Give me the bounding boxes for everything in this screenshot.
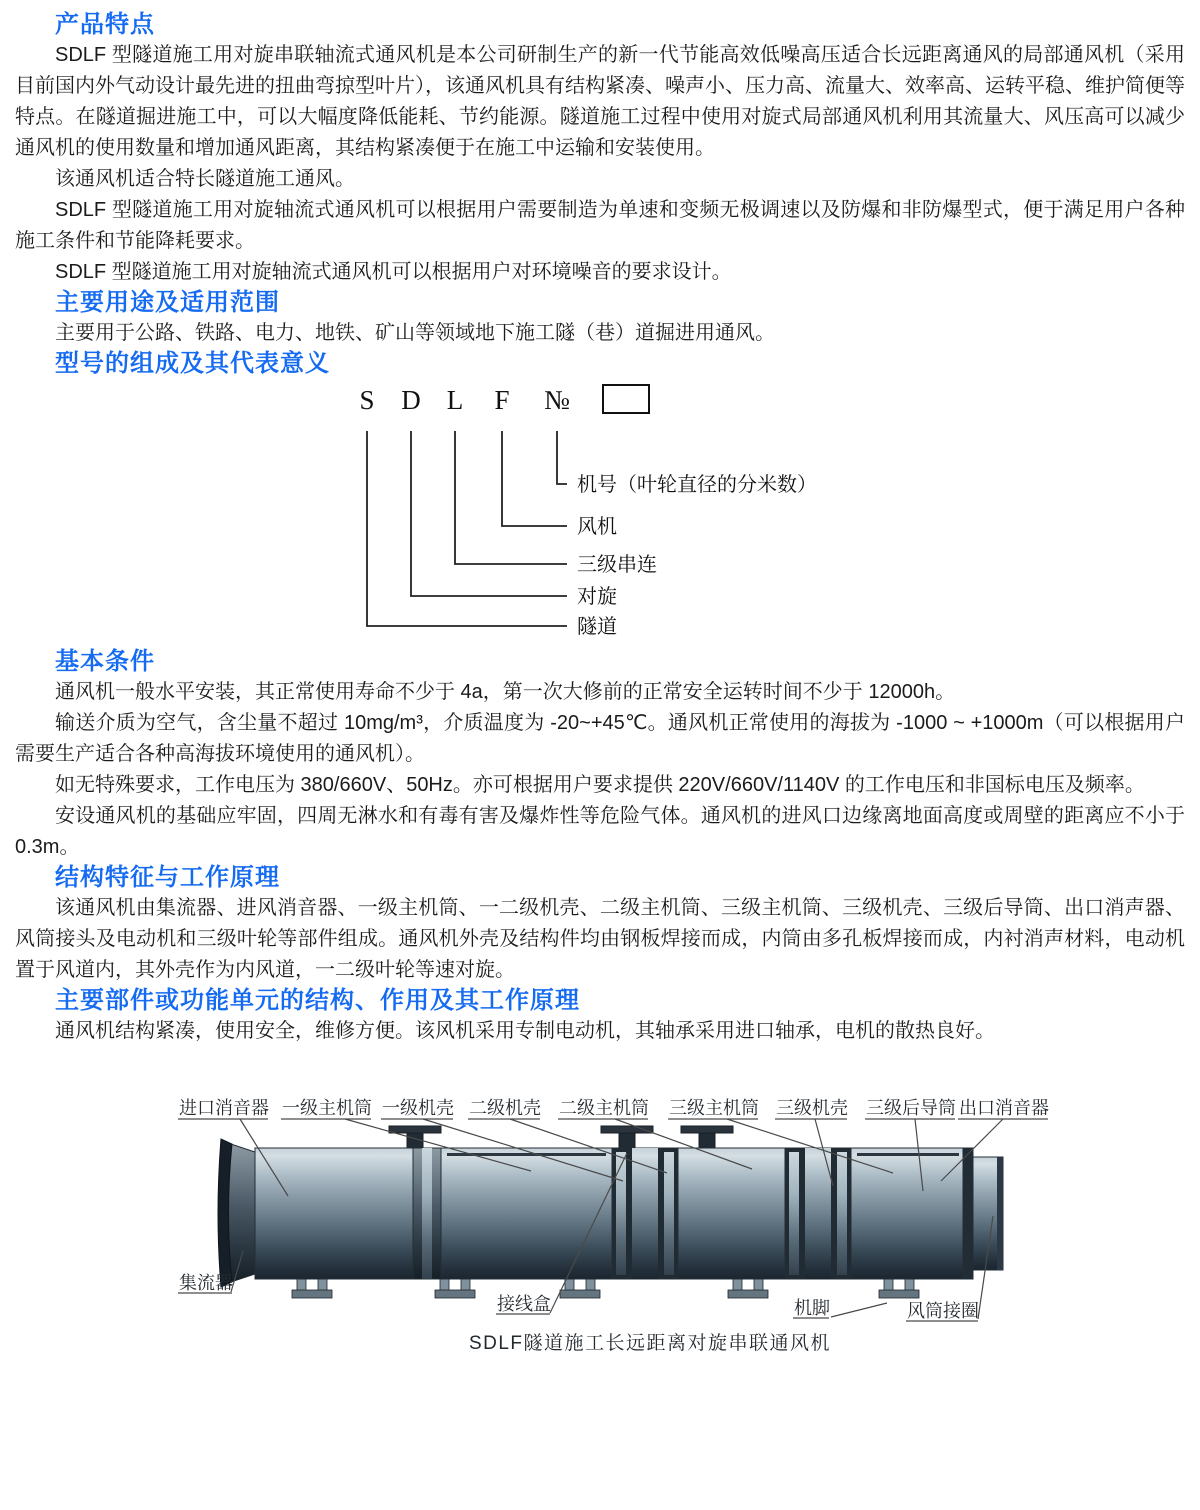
paragraph-conditions-4: 安设通风机的基础应牢固，四周无淋水和有毒有害及爆炸性等危险气体。通风机的进风口边缘离地面高度或周壁的距离应不小于 0.3m。 <box>15 805 1185 858</box>
heading-structure-principle: 结构特征与工作原理 <box>55 864 280 891</box>
bell-mouth <box>218 1139 255 1287</box>
stage2-main-barrel <box>678 1148 785 1279</box>
paragraph-conditions-2: 输送介质为空气，含尘量不超过 10mg/m³，介质温度为 -20~+45℃。通风机正常使用的海拔为 -1000 ~ +1000m（可以根据用户需要生产适合各种高海拔环境使用的通风机）。 <box>15 712 1185 765</box>
label-stage2-casing: 二级机壳 <box>469 1098 541 1118</box>
model-label-contra-rotating: 对旋 <box>577 586 617 608</box>
label-stage1-casing: 一级机壳 <box>382 1098 454 1118</box>
stage3-casing-rings <box>785 1148 851 1279</box>
label-stage3-main-barrel: 三级主机筒 <box>669 1098 759 1118</box>
heading-product-features: 产品特点 <box>55 11 155 38</box>
machine-feet <box>292 1279 919 1298</box>
paragraph-features-3: SDLF 型隧道施工用对旋轴流式通风机可以根据用户需要制造为单速和变频无极调速以及防爆和非防爆型式，便于满足用户各种施工条件和节能降耗要求。 <box>15 199 1185 252</box>
model-connector-lines <box>367 431 567 626</box>
model-letter-s: S <box>359 385 375 415</box>
model-letter-f: F <box>494 385 510 415</box>
paragraph-features-4: SDLF 型隧道施工用对旋轴流式通风机可以根据用户对环境噪音的要求设计。 <box>55 261 732 283</box>
label-outlet-silencer: 出口消音器 <box>959 1098 1049 1118</box>
label-stage3-casing: 三级机壳 <box>776 1098 848 1118</box>
paragraph-structure: 该通风机由集流器、进风消音器、一级主机筒、一二级机壳、二级主机筒、三级主机筒、三级机壳、三级后导筒、出口消声器、风筒接头及电动机和三级叶轮等部件组成。通风机外壳及结构件均由钢板焊接而成，内筒由多孔板焊接而成，内衬消声材料，电动机置于风道内，其外壳作为内风道，一二级叶轮等速对旋。 <box>15 897 1185 981</box>
label-collector: 集流器 <box>179 1273 233 1293</box>
paragraph-features-1: SDLF 型隧道施工用对旋串联轴流式通风机是本公司研制生产的新一代节能高效低噪高压适合长远距离通风的局部通风机（采用目前国内外气动设计最先进的扭曲弯掠型叶片），该通风机具有结构紧凑、噪声小、压力高、流量大、效率高、运转平稳、维护简便等特点。在隧道掘进施工中，可以大幅度降低能耗、节约能源。隧道施工过程中使用对旋式局部通风机利用其流量大、风压高可以减少通风机的使用数量和增加通风距离，其结构紧凑便于在施工中运输和安装使用。 <box>15 44 1185 159</box>
paragraph-usage: 主要用于公路、铁路、电力、地铁、矿山等领域地下施工隧（巷）道掘进用通风。 <box>55 322 775 344</box>
paragraph-conditions-3: 如无特殊要求，工作电压为 380/660V、50Hz。亦可根据用户要求提供 220V/660V/1140V 的工作电压和非国标电压及频率。 <box>55 774 1145 796</box>
inlet-silencer-barrel <box>255 1148 413 1279</box>
label-stage3-rear-guide: 三级后导筒 <box>866 1098 956 1118</box>
paragraph-components: 通风机结构紧凑，使用安全，维修方便。该风机采用专制电动机，其轴承采用进口轴承，电机的散热良好。 <box>55 1020 995 1042</box>
model-letter-l: L <box>446 385 464 415</box>
label-stage1-main-barrel: 一级主机筒 <box>282 1098 372 1118</box>
stage1-2-casing-rings <box>612 1148 678 1279</box>
model-letter-no: № <box>544 385 570 415</box>
paragraph-features-2: 该通风机适合特长隧道施工通风。 <box>55 168 355 190</box>
model-label-tunnel: 隧道 <box>577 616 617 638</box>
label-stage2-main-barrel: 二级主机筒 <box>559 1098 649 1118</box>
heading-model-meaning: 型号的组成及其代表意义 <box>55 350 330 377</box>
label-inlet-silencer: 进口消音器 <box>179 1098 269 1118</box>
heading-usage-scope: 主要用途及适用范围 <box>55 289 280 316</box>
model-number-box <box>603 385 649 413</box>
model-code-diagram <box>15 379 1200 647</box>
model-letter-d: D <box>401 385 421 415</box>
heading-basic-conditions: 基本条件 <box>55 648 155 675</box>
label-machine-foot: 机脚 <box>794 1298 830 1318</box>
paragraph-conditions-1: 通风机一般水平安装，其正常使用寿命不少于 4a，第一次大修前的正常安全运转时间不少于 12000h。 <box>55 681 956 703</box>
outlet-flange <box>963 1148 973 1279</box>
model-label-fan: 风机 <box>577 516 617 538</box>
fan-technical-drawing <box>15 1081 1200 1396</box>
heading-main-components: 主要部件或功能单元的结构、作用及其工作原理 <box>55 987 580 1014</box>
model-label-fan-number: 机号（叶轮直径的分米数） <box>577 474 817 496</box>
stage3-guide-barrel <box>851 1148 965 1279</box>
model-label-three-stage-series: 三级串连 <box>577 554 657 576</box>
stage1-main-barrel <box>441 1148 612 1279</box>
label-duct-ring: 风筒接圈 <box>907 1301 979 1321</box>
label-junction-box: 接线盒 <box>497 1294 551 1314</box>
fan-body-sections <box>255 1148 1003 1279</box>
fan-diagram-caption: SDLF隧道施工长远距离对旋串联通风机 <box>468 1333 832 1354</box>
